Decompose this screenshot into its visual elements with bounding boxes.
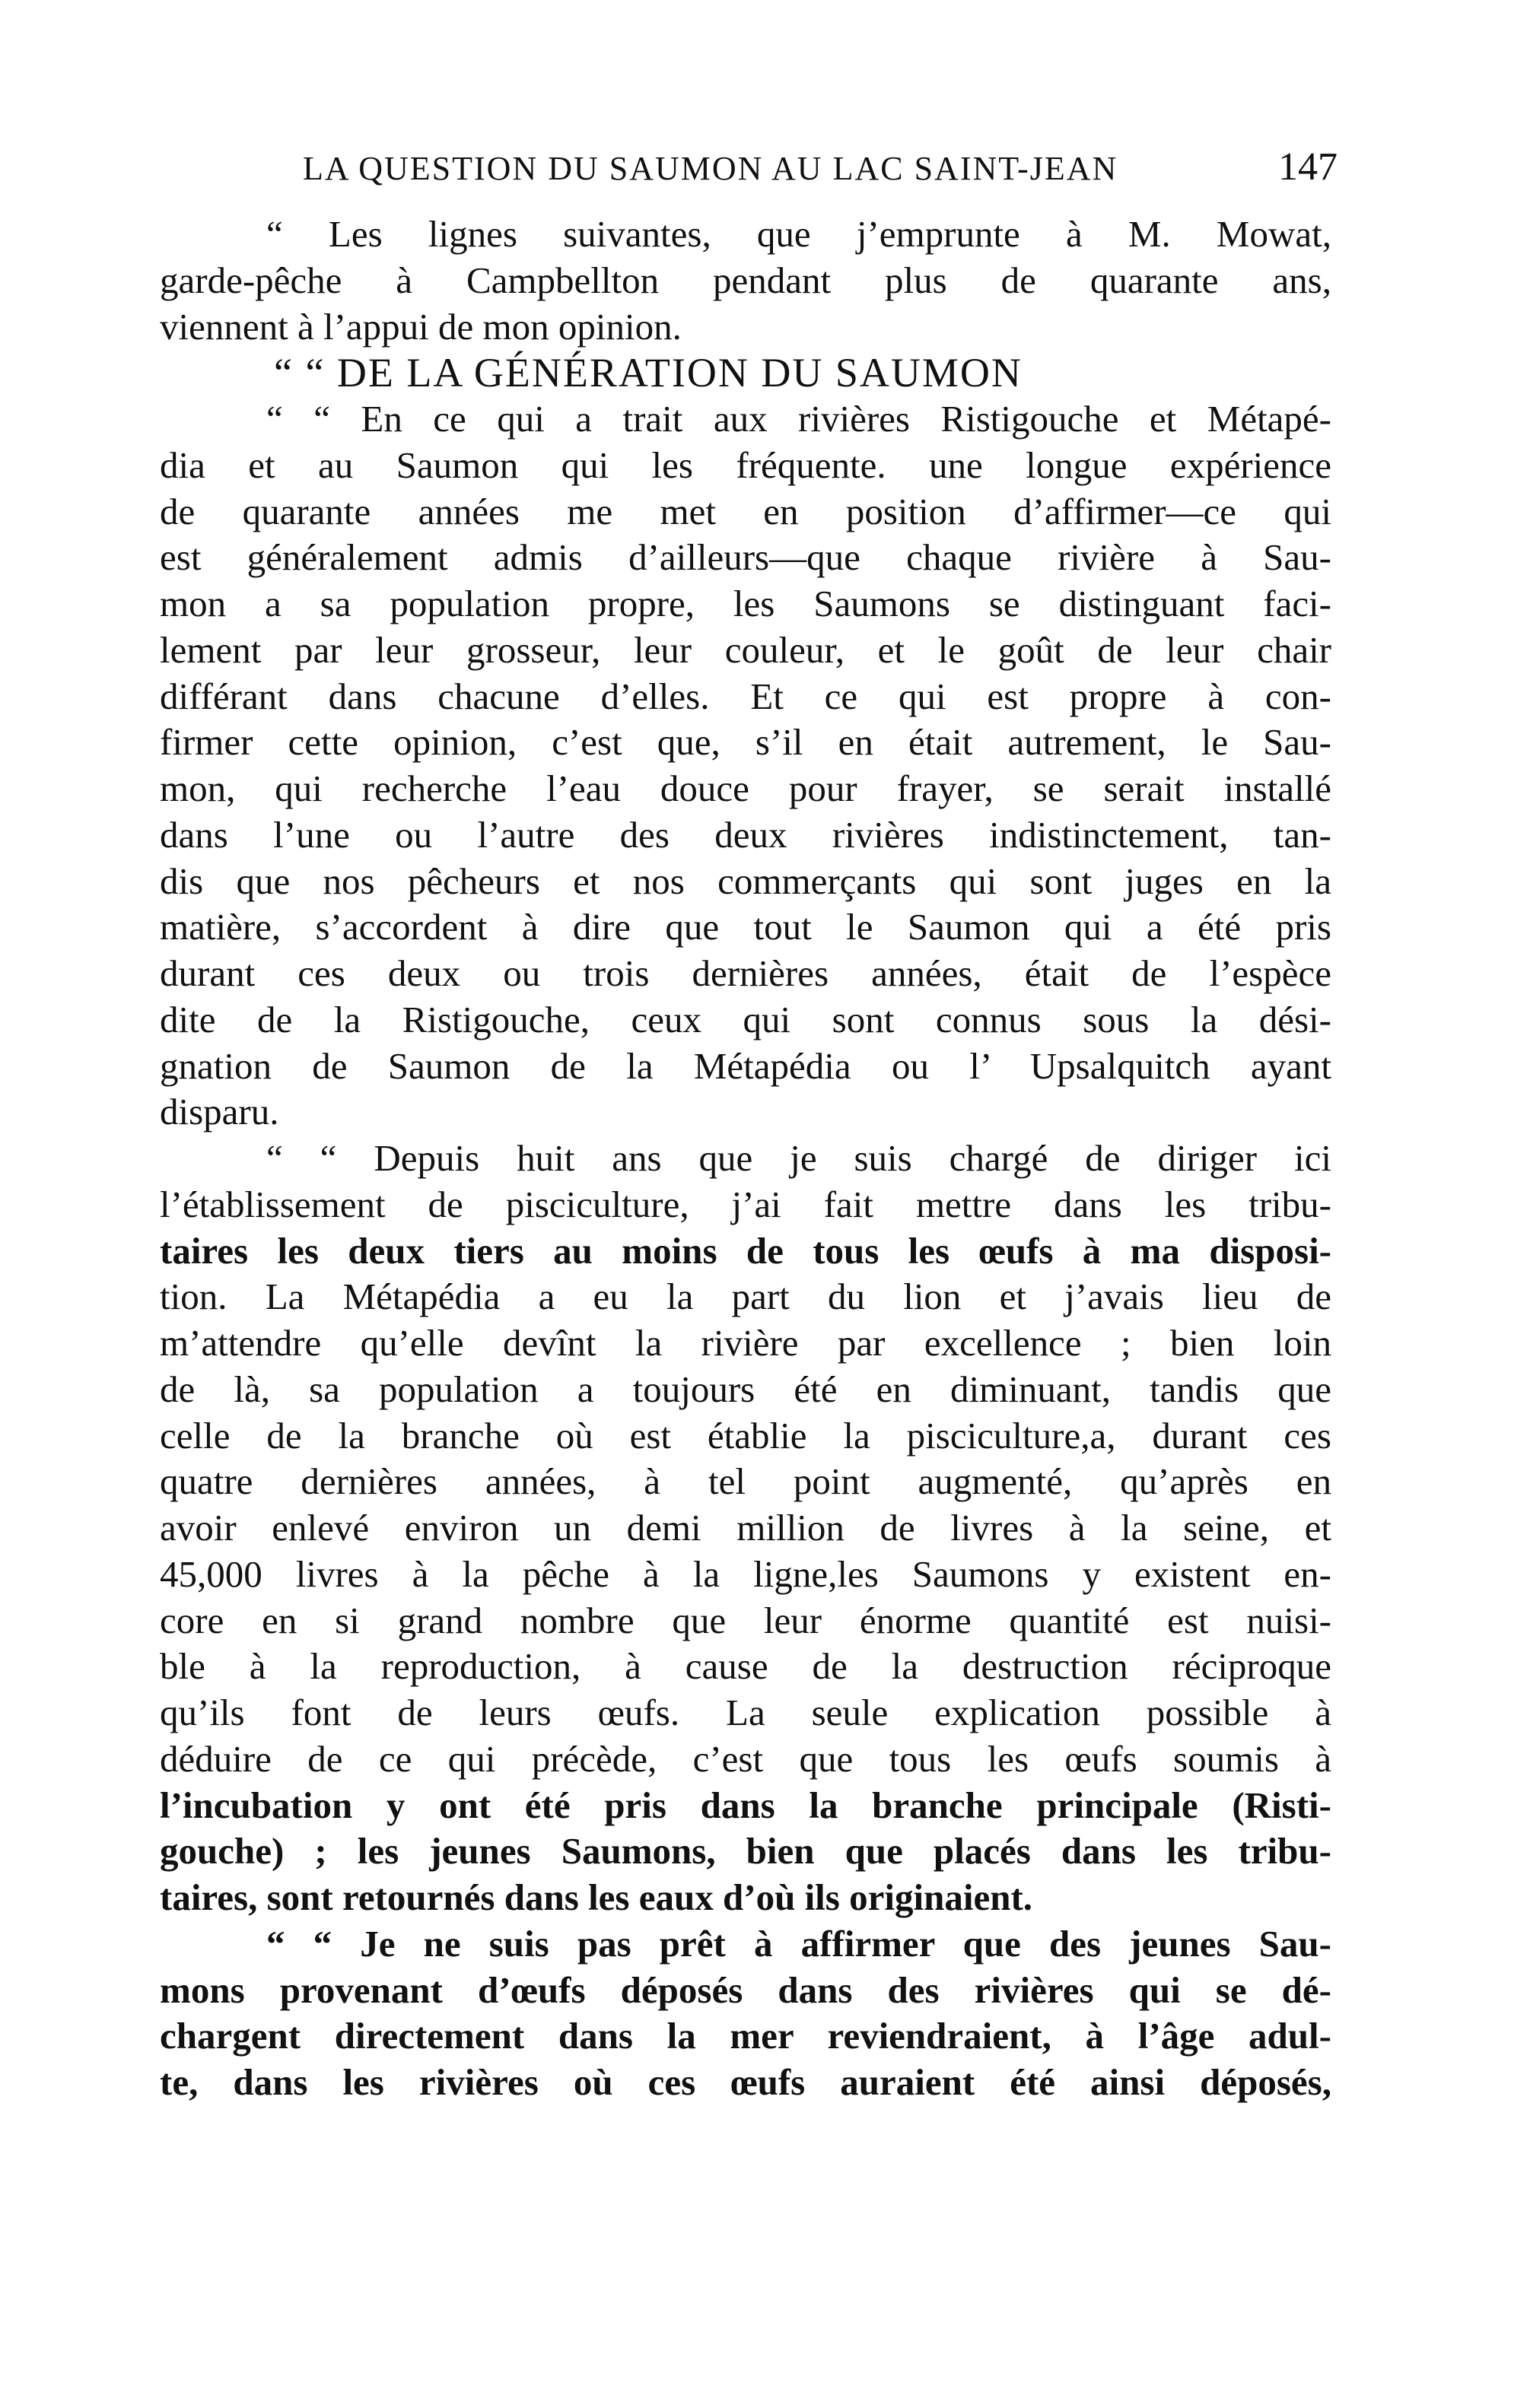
text-line: firmer cette opinion, c’est que, s’il en était autrement, le Sau- bbox=[160, 721, 1331, 764]
text-line: matière, s’accordent à dire que tout le Saumon qui a été pris bbox=[160, 906, 1331, 948]
text-line: déduire de ce qui précède, c’est que tous les œufs soumis à bbox=[160, 1737, 1331, 1780]
text-line: dia et au Saumon qui les fréquente. une longue expérience bbox=[160, 443, 1331, 486]
text-line: est généralement admis d’ailleurs—que chaque rivière à Sau- bbox=[160, 536, 1331, 579]
text-line: l’établissement de pisciculture, j’ai fait mettre dans les tribu- bbox=[160, 1183, 1331, 1225]
text-line: de là, sa population a toujours été en diminuant, tandis que bbox=[160, 1368, 1331, 1410]
text-line: chargent directement dans la mer reviendraient, à l’âge adul- bbox=[160, 2015, 1331, 2057]
text-line: l’incubation y ont été pris dans la branche principale (Risti- bbox=[160, 1784, 1331, 1826]
text-line: ble à la reproduction, à cause de la destruction réciproque bbox=[160, 1645, 1331, 1688]
text-line: dis que nos pêcheurs et nos commerçants qui sont juges en la bbox=[160, 859, 1331, 902]
text-line: garde-pêche à Campbellton pendant plus de quarante ans, bbox=[160, 259, 1331, 301]
text-line: mon, qui recherche l’eau douce pour frayer, se serait installé bbox=[160, 767, 1331, 809]
text-line: taires les deux tiers au moins de tous les œufs à ma disposi- bbox=[160, 1229, 1331, 1272]
text-line: te, dans les rivières où ces œufs auraient été ainsi déposés, bbox=[160, 2061, 1331, 2103]
text-line: durant ces deux ou trois dernières années, était de l’espèce bbox=[160, 952, 1331, 994]
text-line: tion. La Métapédia a eu la part du lion et j’avais lieu de bbox=[160, 1275, 1331, 1318]
text-line: viennent à l’appui de mon opinion. bbox=[160, 305, 682, 348]
text-line: “ “ Depuis huit ans que je suis chargé de diriger ici bbox=[266, 1137, 1331, 1179]
running-head bbox=[303, 145, 1338, 198]
page-number: 147 bbox=[1278, 145, 1338, 189]
text-line: mons provenant d’œufs déposés dans des rivières qui se dé- bbox=[160, 1968, 1331, 2011]
text-line: 45,000 livres à la pêche à la ligne,les Saumons y existent en- bbox=[160, 1552, 1331, 1595]
text-line: gouche) ; les jeunes Saumons, bien que placés dans les tribu- bbox=[160, 1830, 1331, 1873]
text-line: “ “ En ce qui a trait aux rivières Ristigouche et Métapé- bbox=[266, 398, 1331, 440]
text-line: “ Les lignes suivantes, que j’emprunte à M. Mowat, bbox=[266, 213, 1331, 255]
text-line: m’attendre qu’elle devînt la rivière par excellence ; bien loin bbox=[160, 1322, 1331, 1364]
text-line: celle de la branche où est établie la pisciculture,a, durant ces bbox=[160, 1414, 1331, 1457]
running-title: LA QUESTION DU SAUMON AU LAC SAINT-JEAN bbox=[303, 150, 1118, 187]
text-line: différant dans chacune d’elles. Et ce qui est propre à con- bbox=[160, 675, 1331, 717]
text-line: disparu. bbox=[160, 1091, 279, 1133]
section-heading: “ “ DE LA GÉNÉRATION DU SAUMON bbox=[274, 350, 1023, 396]
text-line: mon a sa population propre, les Saumons se distinguant faci- bbox=[160, 583, 1331, 624]
body-text bbox=[160, 211, 1331, 2106]
text-line: quatre dernières années, à tel point augmenté, qu’après en bbox=[160, 1460, 1331, 1503]
text-line: qu’ils font de leurs œufs. La seule explication possible à bbox=[160, 1692, 1331, 1733]
text-line: gnation de Saumon de la Métapédia ou l’ Upsalquitch ayant bbox=[160, 1044, 1331, 1087]
text-line: dite de la Ristigouche, ceux qui sont connus sous la dési- bbox=[160, 998, 1331, 1040]
text-line: lement par leur grosseur, leur couleur, et le goût de leur chair bbox=[160, 628, 1331, 671]
text-line: core en si grand nombre que leur énorme quantité est nuisi- bbox=[160, 1599, 1331, 1641]
text-line: taires, sont retournés dans les eaux d’où ils originaient. bbox=[160, 1876, 1033, 1918]
text-line: de quarante années me met en position d’affirmer—ce qui bbox=[160, 490, 1331, 532]
text-line: avoir enlevé environ un demi million de livres à la seine, et bbox=[160, 1507, 1331, 1549]
text-line: dans l’une ou l’autre des deux rivières indistinctement, tan- bbox=[160, 813, 1331, 856]
text-line: “ “ Je ne suis pas prêt à affirmer que des jeunes Sau- bbox=[266, 1922, 1331, 1965]
